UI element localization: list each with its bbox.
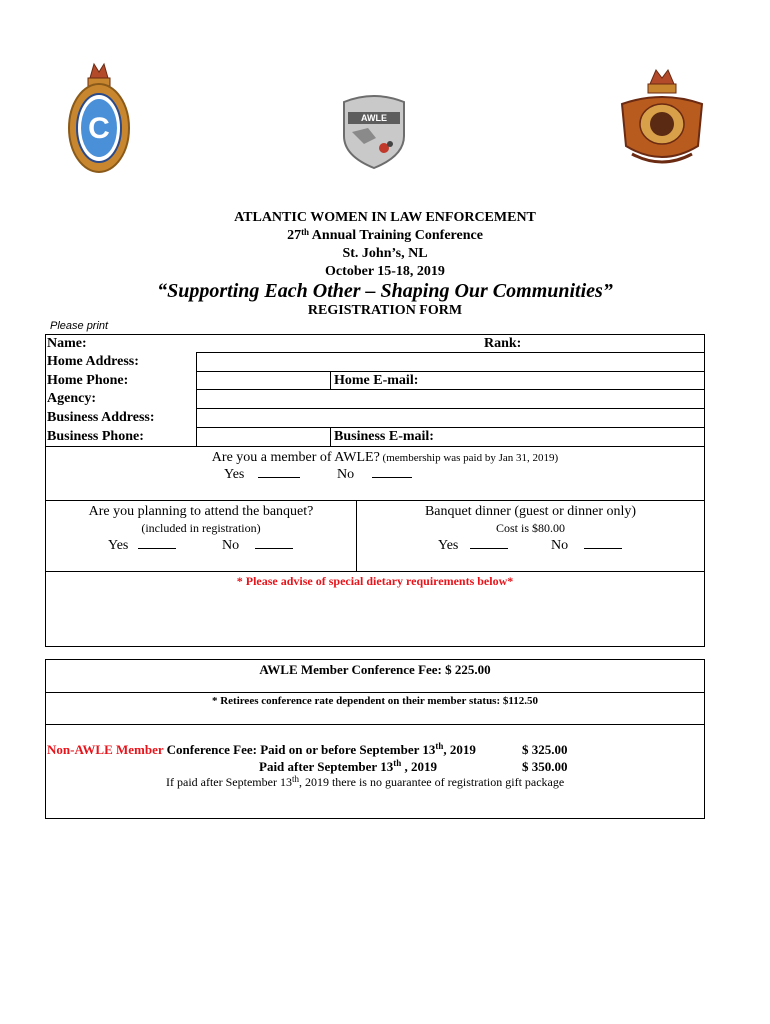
home-address-field[interactable] — [197, 353, 703, 370]
form-title: REGISTRATION FORM — [307, 303, 463, 318]
membership-question: Are you a member of AWLE? (membership was paid by Jan 31, 2019) — [211, 450, 559, 465]
guest-yes-blank[interactable] — [470, 548, 508, 549]
svg-text:C: C — [88, 112, 110, 145]
agency-field[interactable] — [197, 390, 703, 407]
business-phone-field[interactable] — [197, 428, 329, 445]
business-address-field[interactable] — [197, 409, 703, 426]
name-field[interactable] — [197, 335, 481, 352]
home-email-label: Home E-mail: — [334, 373, 419, 388]
non-member-fee-late: Paid after September 13th , 2019 — [259, 758, 437, 774]
membership-no-blank[interactable] — [372, 477, 412, 478]
guest-no: No — [551, 538, 622, 554]
home-phone-label: Home Phone: — [47, 373, 129, 388]
non-member-fee-early: Non-AWLE Member Conference Fee: Paid on or before September 13th, 2019 — [47, 741, 476, 757]
business-email-field[interactable] — [445, 428, 703, 445]
rank-label: Rank: — [484, 336, 522, 351]
conference-slogan: “Supporting Each Other – Shaping Our Communities” — [157, 280, 613, 302]
gift-package-note: If paid after September 13th, 2019 there is no guarantee of registration gift package — [166, 774, 565, 789]
rank-field[interactable] — [530, 335, 703, 352]
price-early: $ 325.00 — [522, 742, 568, 757]
membership-yes-blank[interactable] — [258, 477, 300, 478]
conference-location: St. John’s, NL — [342, 246, 428, 261]
agency-label: Agency: — [47, 391, 96, 406]
price-late: $ 350.00 — [522, 759, 568, 774]
business-phone-label: Business Phone: — [47, 429, 144, 444]
membership-no: No — [337, 467, 412, 483]
non-member-label: Non-AWLE Member — [47, 742, 164, 757]
right-crest-logo — [612, 64, 712, 174]
home-phone-field[interactable] — [197, 372, 329, 388]
banquet-yes-blank[interactable] — [138, 548, 176, 549]
organization-title: ATLANTIC WOMEN IN LAW ENFORCEMENT — [234, 210, 536, 225]
guest-dinner-cost: Cost is $80.00 — [495, 521, 565, 535]
left-crest-logo — [66, 60, 132, 175]
member-fee: AWLE Member Conference Fee: $ 225.00 — [259, 662, 491, 677]
business-address-label: Business Address: — [47, 410, 155, 425]
awle-badge-logo — [338, 92, 410, 170]
home-email-field[interactable] — [430, 372, 703, 388]
conference-dates: October 15-18, 2019 — [325, 264, 445, 279]
home-address-label: Home Address: — [47, 354, 139, 369]
awle-badge-text: AWLE — [361, 113, 387, 123]
conference-name: 27th Annual Training Conference — [287, 227, 483, 243]
guest-no-blank[interactable] — [584, 548, 622, 549]
banquet-no-blank[interactable] — [255, 548, 293, 549]
membership-yes: Yes — [224, 467, 300, 483]
banquet-question: Are you planning to attend the banquet? — [88, 504, 314, 519]
banquet-yes: Yes — [108, 538, 176, 554]
name-label: Name: — [47, 336, 87, 351]
banquet-included-note: (included in registration) — [141, 521, 261, 535]
please-print-note: Please print — [50, 320, 109, 332]
retiree-fee: * Retirees conference rate dependent on their member status: $112.50 — [211, 695, 539, 707]
guest-dinner-title: Banquet dinner (guest or dinner only) — [424, 504, 637, 519]
dietary-requirements-field[interactable] — [47, 592, 703, 644]
guest-yes: Yes — [438, 538, 508, 554]
banquet-no: No — [222, 538, 293, 554]
business-email-label: Business E-mail: — [334, 429, 434, 444]
dietary-note: * Please advise of special dietary requirements below* — [236, 574, 514, 588]
